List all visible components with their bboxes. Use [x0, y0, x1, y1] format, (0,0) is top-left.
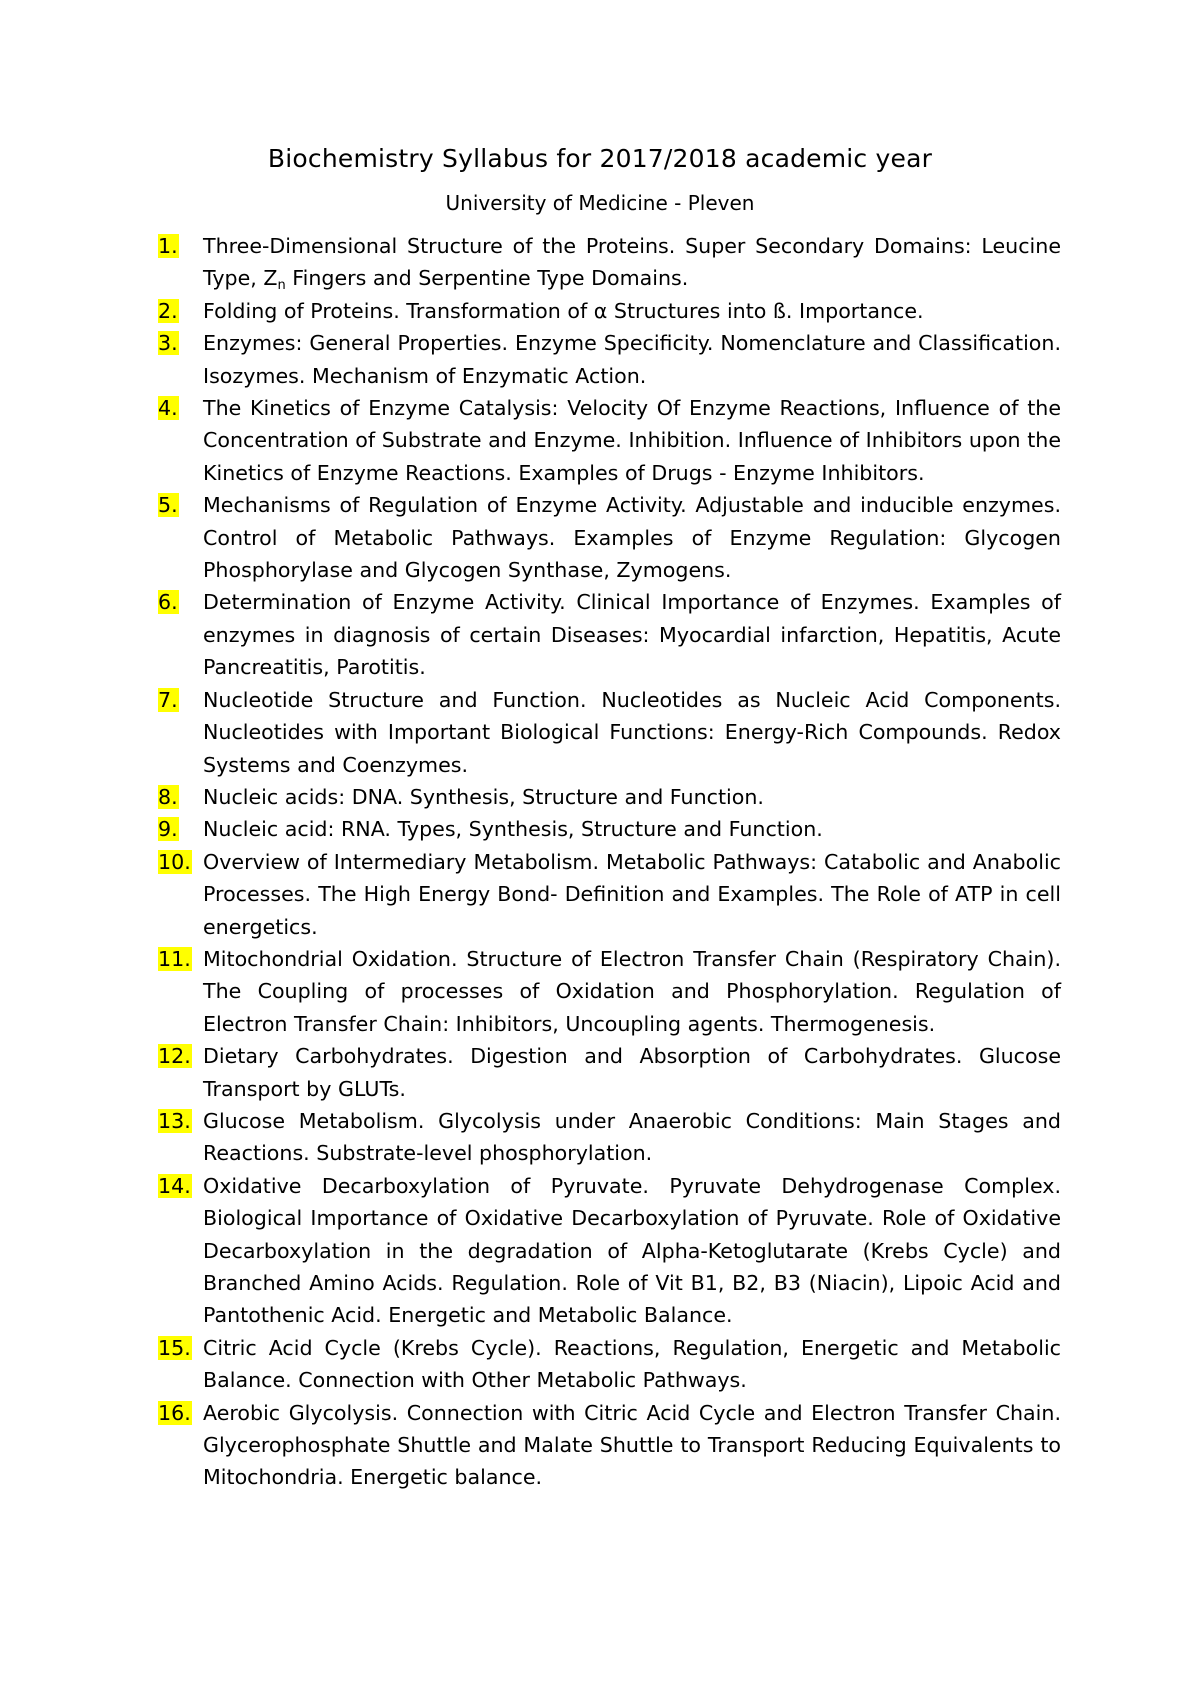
- syllabus-list: [158, 230, 1061, 1494]
- item-number: 8.: [158, 784, 178, 809]
- item-text: Nucleic acid: RNA. Types, Synthesis, Structure and Function.: [203, 817, 823, 842]
- item-number: 2.: [158, 298, 178, 323]
- syllabus-item: [158, 327, 1061, 392]
- item-number: 11.: [158, 946, 191, 971]
- syllabus-item: [158, 1105, 1061, 1170]
- item-text: The Kinetics of Enzyme Catalysis: Velocity Of Enzyme Reactions, Influence of the Concentration of Substrate and Enzyme. Inhibition. Influence of Inhibitors upon the Kinetics of Enzyme Reactions. Examples of Drugs - Enzyme Inhibitors.: [203, 396, 1061, 485]
- syllabus-item: [158, 781, 1061, 813]
- item-text: Enzymes: General Properties. Enzyme Specificity. Nomenclature and Classification. Isozymes. Mechanism of Enzymatic Action.: [203, 331, 1061, 388]
- item-number: 1.: [158, 234, 178, 258]
- item-number: 14.: [158, 1173, 191, 1198]
- syllabus-item: [158, 1332, 1061, 1397]
- syllabus-item: [158, 684, 1061, 781]
- syllabus-item: [158, 489, 1061, 586]
- item-text: Nucleotide Structure and Function. Nucleotides as Nucleic Acid Components. Nucleotides with Important Biological Functions: Energy-Rich Compounds. Redox Systems and Coenzymes.: [203, 687, 1061, 777]
- item-text: Mitochondrial Oxidation. Structure of Electron Transfer Chain (Respiratory Chain). The Coupling of processes of Oxidation and Phosphorylation. Regulation of Electron Transfer Chain: Inhibitors, Uncoupling agents. Thermogenesis.: [203, 946, 1061, 1036]
- item-text: Citric Acid Cycle (Krebs Cycle). Reactions, Regulation, Energetic and Metabolic Balance. Connection with Other Metabolic Pathways.: [203, 1335, 1061, 1393]
- syllabus-item: [158, 586, 1061, 683]
- syllabus-item: [158, 230, 1061, 295]
- item-number: 6.: [158, 590, 178, 615]
- syllabus-item: [158, 846, 1061, 943]
- item-number: 7.: [158, 687, 178, 712]
- item-text: Determination of Enzyme Activity. Clinical Importance of Enzymes. Examples of enzymes in diagnosis of certain Diseases: Myocardial infarction, Hepatitis, Acute Pancreatitis, Parotitis.: [203, 590, 1061, 680]
- syllabus-item: [158, 1397, 1061, 1494]
- syllabus-item: [158, 1170, 1061, 1332]
- document-title: Biochemistry Syllabus for 2017/2018 academic year: [267, 144, 933, 173]
- syllabus-item: [158, 943, 1061, 1040]
- item-text: Nucleic acids: DNA. Synthesis, Structure and Function.: [203, 784, 764, 809]
- item-number: 12.: [158, 1044, 191, 1069]
- item-number: 10.: [158, 849, 191, 874]
- item-text-continued: Fingers and Serpentine Type Domains.: [285, 266, 689, 291]
- item-number: 3.: [158, 331, 178, 356]
- syllabus-item: [158, 392, 1061, 489]
- item-text: Glucose Metabolism. Glycolysis under Anaerobic Conditions: Main Stages and Reactions. Substrate-level phosphorylation.: [203, 1108, 1061, 1166]
- item-number: 4.: [158, 396, 178, 421]
- syllabus-item: [158, 1040, 1061, 1105]
- item-text: Overview of Intermediary Metabolism. Metabolic Pathways: Catabolic and Anabolic Processes. The High Energy Bond- Definition and Examples. The Role of ATP in cell energetics.: [203, 849, 1061, 939]
- item-text: Mechanisms of Regulation of Enzyme Activity. Adjustable and inducible enzymes. Control of Metabolic Pathways. Examples of Enzyme Regulation: Glycogen Phosphorylase and Glycogen Synthase, Zymogens.: [203, 493, 1061, 583]
- item-text: Folding of Proteins. Transformation of α Structures into ß. Importance.: [203, 298, 924, 323]
- item-number: 16.: [158, 1400, 191, 1425]
- syllabus-item: [158, 295, 1061, 327]
- item-text: Dietary Carbohydrates. Digestion and Absorption of Carbohydrates. Glucose Transport by GLUTs.: [203, 1044, 1061, 1101]
- syllabus-item: [158, 813, 1061, 845]
- item-number: 5.: [158, 493, 178, 518]
- item-subscript: n: [277, 278, 286, 294]
- item-number: 9.: [158, 817, 178, 842]
- item-text: Oxidative Decarboxylation of Pyruvate. Pyruvate Dehydrogenase Complex. Biological Importance of Oxidative Decarboxylation of Pyruvate. Role of Oxidative Decarboxylation in the degradation of Alpha-Ketoglutarate (Krebs Cycle) and Branched Amino Acids. Regulation. Role of Vit B1, B2, B3 (Niacin), Lipoic Acid and Pantothenic Acid. Energetic and Metabolic Balance.: [203, 1173, 1061, 1328]
- item-text: Three-Dimensional Structure of the Proteins. Super Secondary Domains: Leucine Type, Z: [203, 234, 1061, 291]
- item-number: 15.: [158, 1335, 191, 1360]
- item-text: Aerobic Glycolysis. Connection with Citric Acid Cycle and Electron Transfer Chain. Glycerophosphate Shuttle and Malate Shuttle to Transport Reducing Equivalents to Mitochondria. Energetic balance.: [203, 1400, 1061, 1490]
- document-subtitle: University of Medicine - Pleven: [445, 191, 755, 215]
- item-number: 13.: [158, 1108, 191, 1133]
